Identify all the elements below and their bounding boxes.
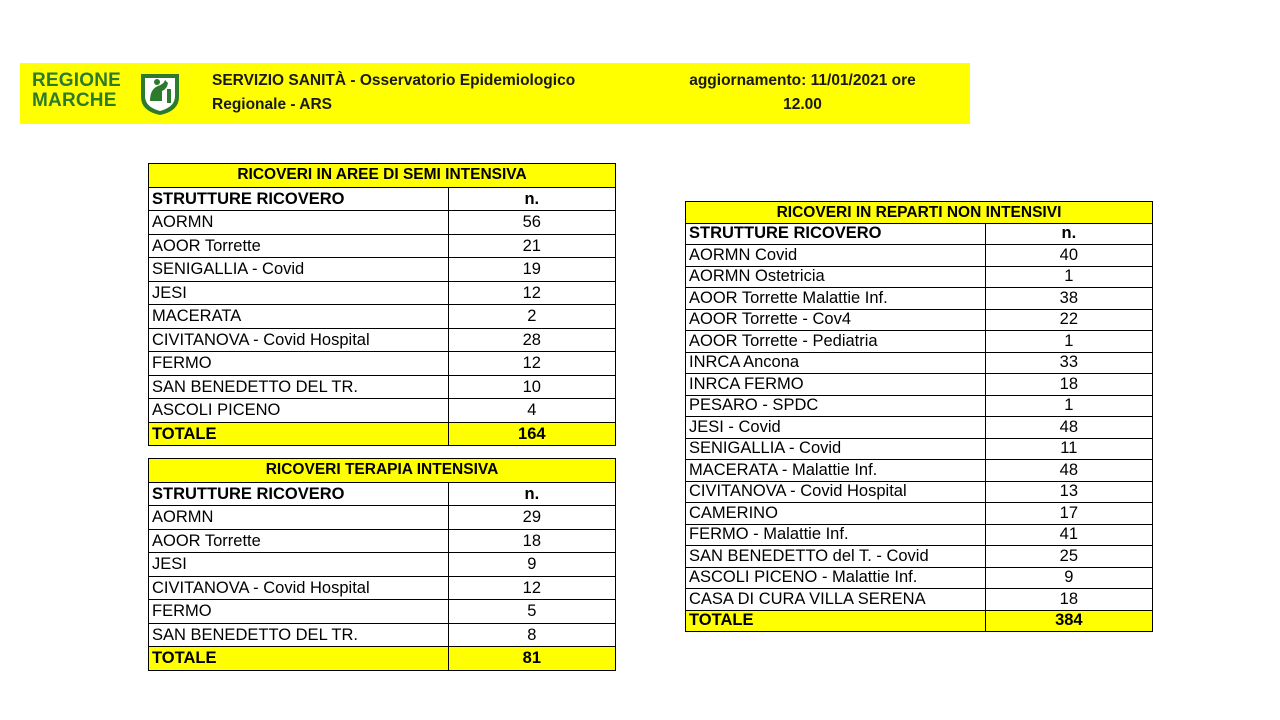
table-row — [149, 305, 616, 329]
total-value: 81 — [448, 647, 615, 671]
table-row — [686, 438, 1153, 460]
patient-count: 12 — [448, 352, 615, 376]
patient-count: 9 — [448, 553, 615, 577]
structure-name: MACERATA — [149, 305, 449, 329]
structure-name: ASCOLI PICENO — [149, 399, 449, 423]
table-row — [686, 481, 1153, 503]
table-title: RICOVERI IN REPARTI NON INTENSIVI — [686, 202, 1153, 224]
patient-count: 22 — [985, 309, 1152, 331]
table-row — [149, 352, 616, 376]
structure-name: PESARO - SPDC — [686, 395, 986, 417]
table-row — [686, 567, 1153, 589]
structure-name: FERMO - Malattie Inf. — [686, 524, 986, 546]
update-line-2: 12.00 — [783, 96, 822, 113]
table-title: RICOVERI TERAPIA INTENSIVA — [149, 459, 616, 483]
table-row — [686, 503, 1153, 525]
total-row — [686, 610, 1153, 632]
structure-name: CASA DI CURA VILLA SERENA — [686, 589, 986, 611]
table-row — [686, 245, 1153, 267]
structure-name: AOOR Torrette Malattie Inf. — [686, 288, 986, 310]
service-line-2: Regionale - ARS — [212, 96, 332, 113]
structure-name: AOOR Torrette — [149, 234, 449, 258]
table-row — [149, 281, 616, 305]
patient-count: 19 — [448, 258, 615, 282]
structure-name: CIVITANOVA - Covid Hospital — [686, 481, 986, 503]
patient-count: 17 — [985, 503, 1152, 525]
patient-count: 11 — [985, 438, 1152, 460]
logo-text — [32, 71, 121, 111]
patient-count: 48 — [985, 417, 1152, 439]
structure-name: CIVITANOVA - Covid Hospital — [149, 576, 449, 600]
table-row — [149, 529, 616, 553]
patient-count: 5 — [448, 600, 615, 624]
table-row — [686, 266, 1153, 288]
table-row — [149, 623, 616, 647]
column-header-structure: STRUTTURE RICOVERO — [149, 482, 449, 506]
table-row — [686, 352, 1153, 374]
patient-count: 1 — [985, 395, 1152, 417]
column-header-structure: STRUTTURE RICOVERO — [149, 187, 449, 211]
patient-count: 28 — [448, 328, 615, 352]
patient-count: 56 — [448, 211, 615, 235]
patient-count: 2 — [448, 305, 615, 329]
table-row — [686, 331, 1153, 353]
patient-count: 9 — [985, 567, 1152, 589]
patient-count: 40 — [985, 245, 1152, 267]
patient-count: 18 — [985, 374, 1152, 396]
structure-name: FERMO — [149, 600, 449, 624]
structure-name: SAN BENEDETTO del T. - Covid — [686, 546, 986, 568]
structure-name: INRCA Ancona — [686, 352, 986, 374]
patient-count: 8 — [448, 623, 615, 647]
structure-name: CIVITANOVA - Covid Hospital — [149, 328, 449, 352]
column-header-count: n. — [985, 223, 1152, 245]
table-row — [149, 399, 616, 423]
total-row — [149, 422, 616, 446]
logo-line-1: REGIONE — [32, 70, 122, 91]
total-label: TOTALE — [686, 610, 986, 632]
table-row — [149, 600, 616, 624]
table-row — [686, 460, 1153, 482]
table-title: RICOVERI IN AREE DI SEMI INTENSIVA — [149, 164, 616, 188]
service-line-1: SERVIZIO SANITÀ - Osservatorio Epidemiologico — [212, 72, 576, 89]
table-row — [149, 506, 616, 530]
table-row — [686, 417, 1153, 439]
structure-name: AOOR Torrette - Pediatria — [686, 331, 986, 353]
intensive-care-table — [148, 458, 616, 671]
patient-count: 13 — [985, 481, 1152, 503]
structure-name: INRCA FERMO — [686, 374, 986, 396]
structure-name: JESI — [149, 281, 449, 305]
table-row — [686, 395, 1153, 417]
structure-name: SENIGALLIA - Covid — [686, 438, 986, 460]
table-row — [149, 328, 616, 352]
structure-name: CAMERINO — [686, 503, 986, 525]
patient-count: 10 — [448, 375, 615, 399]
update-line-1: aggiornamento: 11/01/2021 ore — [689, 72, 916, 89]
table-row — [149, 211, 616, 235]
non-intensive-table — [685, 201, 1153, 632]
patient-count: 38 — [985, 288, 1152, 310]
table-row — [149, 375, 616, 399]
total-label: TOTALE — [149, 422, 449, 446]
service-title — [212, 69, 632, 117]
update-timestamp — [670, 69, 935, 117]
table-row — [686, 288, 1153, 310]
patient-count: 1 — [985, 331, 1152, 353]
structure-name: AOOR Torrette — [149, 529, 449, 553]
total-row — [149, 647, 616, 671]
table-row — [686, 589, 1153, 611]
column-header-count: n. — [448, 187, 615, 211]
column-header-structure: STRUTTURE RICOVERO — [686, 223, 986, 245]
table-row — [686, 374, 1153, 396]
total-label: TOTALE — [149, 647, 449, 671]
structure-name: JESI - Covid — [686, 417, 986, 439]
total-value: 384 — [985, 610, 1152, 632]
column-header-count: n. — [448, 482, 615, 506]
table-row — [149, 576, 616, 600]
structure-name: JESI — [149, 553, 449, 577]
table-row — [149, 258, 616, 282]
header-banner — [20, 63, 970, 124]
table-row — [686, 309, 1153, 331]
patient-count: 1 — [985, 266, 1152, 288]
patient-count: 25 — [985, 546, 1152, 568]
structure-name: ASCOLI PICENO - Malattie Inf. — [686, 567, 986, 589]
semi-intensive-table — [148, 163, 616, 446]
structure-name: AORMN Covid — [686, 245, 986, 267]
structure-name: MACERATA - Malattie Inf. — [686, 460, 986, 482]
patient-count: 12 — [448, 576, 615, 600]
table-row — [149, 234, 616, 258]
structure-name: SAN BENEDETTO DEL TR. — [149, 623, 449, 647]
structure-name: SAN BENEDETTO DEL TR. — [149, 375, 449, 399]
table-row — [686, 524, 1153, 546]
structure-name: SENIGALLIA - Covid — [149, 258, 449, 282]
logo-line-2: MARCHE — [32, 90, 117, 111]
patient-count: 29 — [448, 506, 615, 530]
table-row — [686, 546, 1153, 568]
structure-name: AOOR Torrette - Cov4 — [686, 309, 986, 331]
total-value: 164 — [448, 422, 615, 446]
structure-name: FERMO — [149, 352, 449, 376]
patient-count: 41 — [985, 524, 1152, 546]
patient-count: 4 — [448, 399, 615, 423]
structure-name: AORMN — [149, 506, 449, 530]
table-row — [149, 553, 616, 577]
patient-count: 12 — [448, 281, 615, 305]
patient-count: 33 — [985, 352, 1152, 374]
regione-marche-logo — [32, 71, 192, 119]
patient-count: 18 — [448, 529, 615, 553]
patient-count: 21 — [448, 234, 615, 258]
structure-name: AORMN — [149, 211, 449, 235]
patient-count: 18 — [985, 589, 1152, 611]
structure-name: AORMN Ostetricia — [686, 266, 986, 288]
regione-marche-emblem-icon — [138, 71, 182, 117]
patient-count: 48 — [985, 460, 1152, 482]
